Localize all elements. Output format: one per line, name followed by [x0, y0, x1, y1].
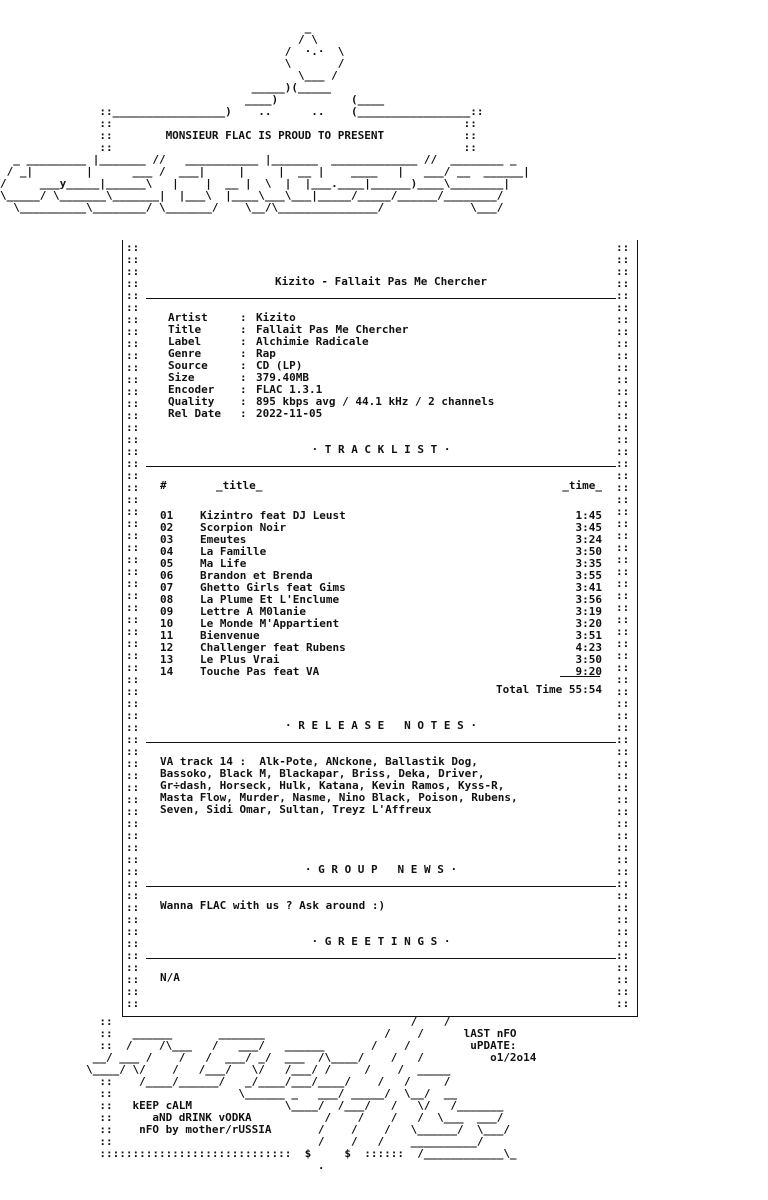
- info-key: Rel Date: [168, 407, 221, 420]
- info-separator: :: [240, 395, 247, 408]
- track-number: 02: [160, 521, 174, 534]
- track-time: 3:56: [575, 593, 602, 606]
- track-number: 03: [160, 533, 174, 546]
- track-time: 3:19: [575, 605, 602, 618]
- track-time: 1:45: [575, 509, 602, 522]
- track-number: 05: [160, 557, 174, 570]
- track-time: 3:35: [575, 557, 602, 570]
- info-separator: :: [240, 347, 247, 360]
- col-time-header: _time_: [562, 479, 602, 492]
- track-title: Ghetto Girls feat Gims: [200, 581, 346, 594]
- track-time: 3:55: [575, 569, 602, 582]
- track-title: Brandon et Brenda: [200, 569, 313, 582]
- info-separator: :: [240, 323, 247, 336]
- track-title: Bienvenue: [200, 629, 260, 642]
- track-title: Le Monde M'Appartient: [200, 617, 340, 630]
- track-title: Kizintro feat DJ Leust: [200, 509, 346, 522]
- info-row: [168, 408, 494, 420]
- info-separator: :: [240, 311, 247, 324]
- info-row: [168, 360, 494, 372]
- track-number: 11: [160, 629, 174, 642]
- track-title: La Plume Et L'Enclume: [200, 593, 340, 606]
- footer-ascii-art: :: / / :: ______ _______ / / lAST nFO :: / /\___ / ___/ ______ / / uPDATE: __/ ___ / / / ___/ _/ ___ /\____/ / / o1/2o14 \____/ \/ / /___/ \/ /___/ / / / _____ :: /____/______/ _/____/___/____/ / / / :: \______ _ ___/ _____/ \__/ __ :: kEEP cALM \____/ /___/ / \/ /_______ :: aND dRINK vODKA / / / / \___ ___/ :: nFO by mother/rUSSIA / / / \______/ \___/ :: / / / __________/ ::::::::::::::::::::::::::::: $ $ :::::: /____________\_ .: [86, 1015, 537, 1172]
- release-notes-text: VA track 14 : Alk-Pote, ANckone, Ballastik Dog, Bassoko, Black M, Blackapar, Briss, Deka, Driver, Gr÷dash, Horseck, Hulk, Katana, Kevin Ramos, Kyss-R, Masta Flow, Murder, Nasme, Nino Black, Poison, Rubens, Seven, Sidi Omar, Sultan, Treyz L'Affreux: [160, 755, 518, 816]
- track-number: 13: [160, 653, 174, 666]
- release-info: [168, 312, 494, 420]
- info-value: 895 kbps avg / 44.1 kHz / 2 channels: [256, 395, 495, 408]
- track-title: Ma Life: [200, 557, 247, 570]
- info-key: Quality: [168, 395, 215, 408]
- track-time: 3:45: [575, 521, 602, 534]
- col-num-header: #: [160, 479, 167, 492]
- info-key: Title: [168, 323, 202, 336]
- info-value: Fallait Pas Me Chercher: [256, 323, 409, 336]
- track-number: 09: [160, 605, 174, 618]
- track-row: [160, 666, 602, 678]
- track-number: 08: [160, 593, 174, 606]
- info-value: Kizito: [256, 311, 296, 324]
- tracklist-heading: · T R A C K L I S T ·: [311, 443, 451, 456]
- track-time: 3:41: [575, 581, 602, 594]
- track-time: 4:23: [575, 641, 602, 654]
- info-row: [168, 336, 494, 348]
- total-time-label: Total Time: [496, 683, 563, 696]
- divider: [146, 958, 616, 959]
- divider: [146, 742, 616, 743]
- track-time: 3:50: [575, 653, 602, 666]
- info-key: Genre: [168, 347, 202, 360]
- track-time: 3:50: [575, 545, 602, 558]
- panel-right-border: :: :: :: :: :: :: :: :: :: :: :: :: :: :: :: :: :: :: :: :: :: :: :: :: :: :: :: :: :: :: :: :: :: :: :: :: :: :: :: :: :: :: :: :: :: :: :: :: :: :: :: :: :: :: :: :: :: :: :: :: :: :: :: ::: [616, 241, 630, 1010]
- track-number: 14: [160, 665, 174, 678]
- info-value: FLAC 1.3.1: [256, 383, 323, 396]
- release-notes-heading: · R E L E A S E N O T E S ·: [284, 719, 478, 732]
- info-key: Encoder: [168, 383, 215, 396]
- info-key: Artist: [168, 311, 208, 324]
- track-number: 12: [160, 641, 174, 654]
- tracklist: [160, 480, 602, 696]
- greetings-heading: · G R E E T I N G S ·: [311, 935, 451, 948]
- info-value: 379.40MB: [256, 371, 309, 384]
- info-separator: :: [240, 371, 247, 384]
- info-key: Label: [168, 335, 202, 348]
- track-title: Emeutes: [200, 533, 247, 546]
- info-value: 2022-11-05: [256, 407, 323, 420]
- greetings-text: N/A: [160, 971, 180, 984]
- info-row: [168, 348, 494, 360]
- info-row: [168, 372, 494, 384]
- track-time: 3:20: [575, 617, 602, 630]
- track-number: 06: [160, 569, 174, 582]
- col-title-header: _title_: [216, 479, 263, 492]
- info-key: Size: [168, 371, 195, 384]
- total-time-value: 55:54: [568, 683, 602, 696]
- divider: [146, 466, 616, 467]
- info-value: Rap: [256, 347, 276, 360]
- panel-left-border: :: :: :: :: :: :: :: :: :: :: :: :: :: :: :: :: :: :: :: :: :: :: :: :: :: :: :: :: :: :: :: :: :: :: :: :: :: :: :: :: :: :: :: :: :: :: :: :: :: :: :: :: :: :: :: :: :: :: :: :: :: :: :: ::: [126, 241, 140, 1010]
- info-key: Source: [168, 359, 208, 372]
- header-ascii-art: _ / \ / ·.· \ \ / \___ / _____)(_____ ____) (____ ::_________________) .. .. (_________________:: :: :: :: MONSIEUR FLAC IS PROUD TO PRESENT :: :: :: _ _________ |_______ // ___________ |_______ _____________ // ________ _ / _| | ___ / ___| | | __ | ____ | ___/ __ ______| / ___y_____|______\ | | __ | \ | |___.____|______)____\________| \_____/ \_______\_______| |___\ |____\___\___|_____/_____/______/________/ \__________\________/ \_______/ \__/\_______________/ \___/: [0, 21, 530, 214]
- track-title: Challenger feat Rubens: [200, 641, 346, 654]
- track-title: Lettre A M0lanie: [200, 605, 306, 618]
- group-news-heading: · G R O U P N E W S ·: [304, 863, 458, 876]
- total-time-row: [160, 684, 602, 696]
- track-title: La Famille: [200, 545, 267, 558]
- info-separator: :: [240, 359, 247, 372]
- track-title: Le Plus Vrai: [200, 653, 280, 666]
- info-value: Alchimie Radicale: [256, 335, 369, 348]
- track-time: 3:24: [575, 533, 602, 546]
- group-news-text: Wanna FLAC with us ? Ask around :): [160, 899, 386, 912]
- track-time: 9:20: [575, 665, 602, 678]
- track-number: 04: [160, 545, 174, 558]
- info-separator: :: [240, 407, 247, 420]
- divider: [146, 298, 616, 299]
- info-value: CD (LP): [256, 359, 303, 372]
- track-number: 10: [160, 617, 174, 630]
- info-separator: :: [240, 335, 247, 348]
- release-title: Kizito - Fallait Pas Me Chercher: [275, 275, 487, 288]
- track-title: Scorpion Noir: [200, 521, 287, 534]
- info-separator: :: [240, 383, 247, 396]
- divider: [146, 886, 616, 887]
- track-title: Touche Pas feat VA: [200, 665, 320, 678]
- track-number: 07: [160, 581, 174, 594]
- track-number: 01: [160, 509, 174, 522]
- tracklist-header: [160, 480, 602, 492]
- track-time: 3:51: [575, 629, 602, 642]
